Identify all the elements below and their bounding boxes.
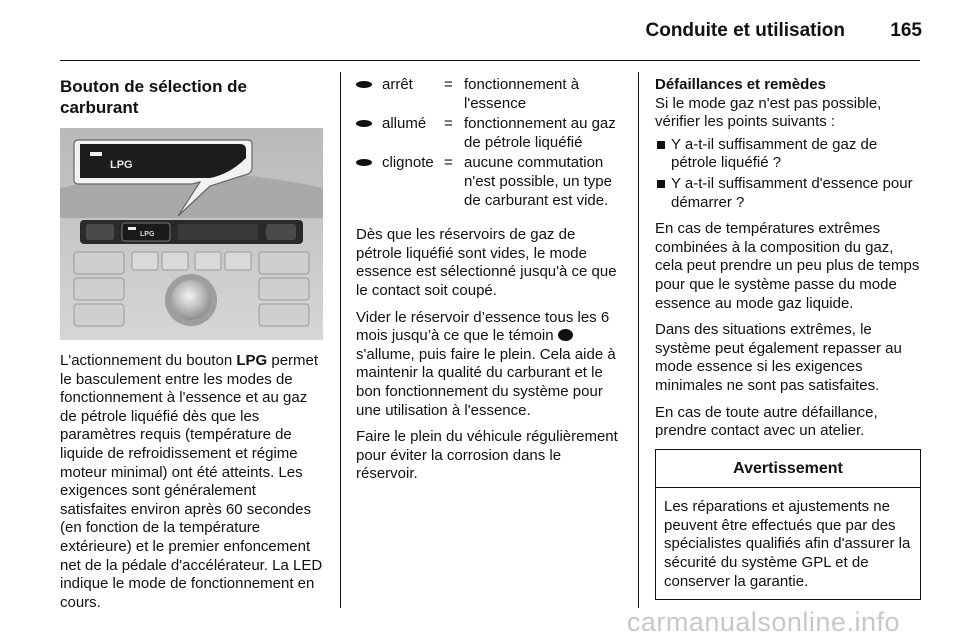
- center-console-photo: [60, 128, 323, 340]
- warning-body: Les réparations et ajustements ne peuvent être effectués que par des spécialistes qualifiés afin d'assurer la sécurité du système GPL et de conserver la garantie.: [664, 498, 911, 590]
- extreme-situations-paragraph: Dans des situations extrêmes, le système peut également repasser au mode essence si les exigences minimales ne sont pas satisfaites.: [655, 321, 902, 394]
- extreme-temperature-paragraph: En cas de températures extrêmes combinées à la composition du gaz, cela peut prendre un peu plus de temps pour que le système passe du mode essence au mode gaz liquide.: [655, 220, 920, 312]
- section-heading-line-1: Bouton de sélection de: [60, 77, 248, 96]
- led-indicator-icon: [356, 154, 382, 210]
- lpg-button-paragraph: L'actionnement du bouton LPG permet le basculement entre les modes de fonctionnement à l'essence et au gaz de pétrole liquéfié dès que les paramètres requis (température de liquide de refroidissement et régime moteur minimal) ont été atteints. Les exigences sont généralement satisfaites environ après 60 secondes (en fonction de la température extérieure) et le premier enfoncement net de la pédale d'accélérateur. La LED indique le mode de fonctionnement en cours.: [60, 352, 323, 611]
- list-item: Y a-t-il suffisamment d'essence pour démarrer ?: [655, 175, 921, 212]
- faults-heading: Défaillances et remèdes: [655, 76, 826, 93]
- column-2: [356, 76, 624, 492]
- led-indicator-icon: [356, 115, 382, 152]
- led-row-on: allumé = fonctionnement au gaz de pétrole liquéfié: [356, 115, 624, 152]
- column-1: [60, 76, 325, 620]
- column-divider-1: [340, 72, 341, 608]
- page-number: 165: [890, 20, 922, 41]
- column-divider-2: [638, 72, 639, 608]
- bullet-square-icon: [657, 141, 665, 149]
- empty-tanks-paragraph: Dès que les réservoirs de gaz de pétrole liquéfié sont vides, le mode essence est sélectionné jusqu'à ce que le contact soit coupé.: [356, 226, 617, 299]
- led-state-list: [356, 76, 624, 210]
- contact-workshop-paragraph: En cas de toute autre défaillance, prendre contact avec un atelier.: [655, 403, 878, 440]
- led-row-flashing: clignote = aucune commutation n'est possible, un type de carburant est vide.: [356, 154, 624, 210]
- empty-fuel-tank-paragraph: Vider le réservoir d’essence tous les 6 mois jusqu’à ce que le témoin s'allume, puis faire le plein. Cela aide à maintenir la qualité du carburant et le bon fonctionnement du système pour une utilisation à l'essence.: [356, 308, 616, 419]
- warning-title: Avertissement: [656, 450, 920, 489]
- bullet-square-icon: [657, 180, 665, 188]
- column-3: [655, 76, 921, 600]
- section-heading: [60, 76, 325, 118]
- warning-light-icon: [558, 329, 573, 341]
- list-item: Y a-t-il suffisamment de gaz de pétrole liquéfié ?: [655, 136, 921, 173]
- watermark: carmanualsonline.info: [626, 607, 900, 637]
- page-header-title: Conduite et utilisation: [645, 20, 845, 41]
- refuel-paragraph: Faire le plein du véhicule régulièrement pour éviter la corrosion dans le réservoir.: [356, 428, 618, 483]
- warning-box: [655, 449, 921, 601]
- lpg-keyword: LPG: [236, 352, 268, 369]
- faults-intro: Si le mode gaz n'est pas possible, vérifier les points suivants :: [655, 94, 882, 131]
- checklist: [655, 136, 921, 212]
- section-heading-line-2: carburant: [60, 98, 139, 117]
- led-indicator-icon: [356, 76, 382, 113]
- console-lpg-label: LPG: [140, 231, 155, 238]
- header-rule: [60, 60, 920, 61]
- callout-lpg-label: LPG: [110, 159, 133, 171]
- led-row-off: arrêt = fonctionnement à l'essence: [356, 76, 624, 113]
